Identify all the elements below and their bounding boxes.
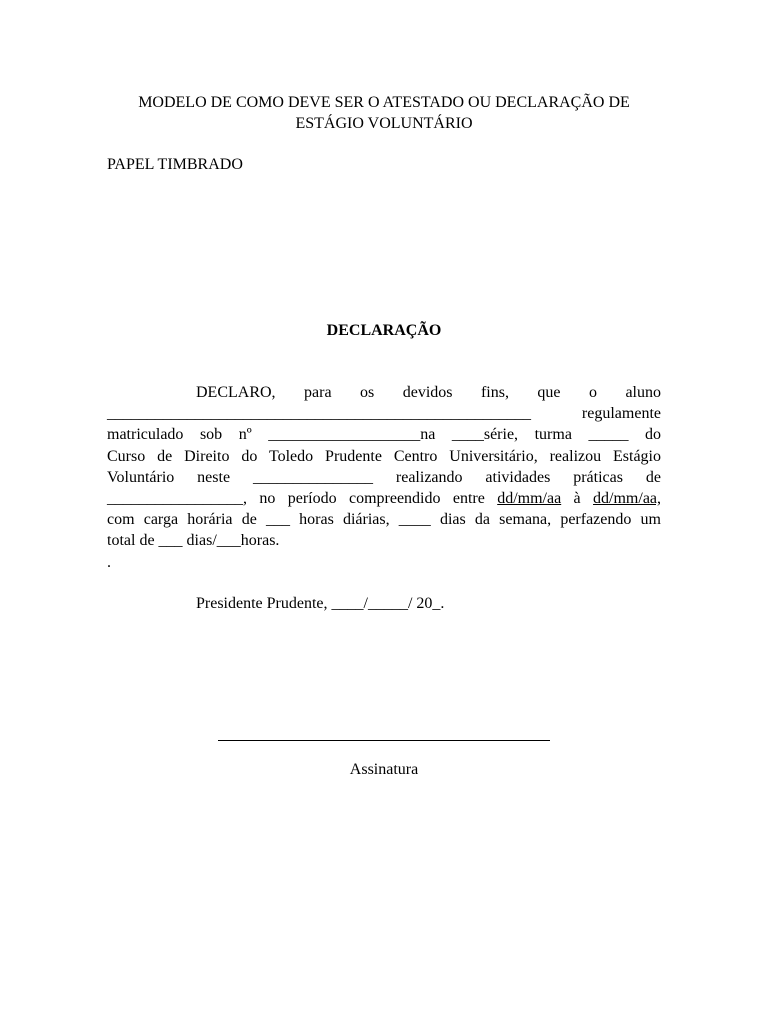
signature-label: Assinatura [349,761,419,778]
header-line-2: ESTÁGIO VOLUNTÁRIO [295,115,473,132]
stray-period: . [107,554,111,571]
declaration-body [107,382,661,552]
end-date: dd/mm/aa, [593,490,662,508]
body-line-5: Voluntário neste _______________ realizando atividades práticas de [107,468,661,486]
activities-blank: _________________, no período compreendido entre [107,490,498,508]
header-line-1: MODELO DE COMO DEVE SER O ATESTADO OU DECLARAÇÃO DE [138,94,630,111]
document-header [100,92,668,134]
body-line-2 [107,403,661,424]
declaration-title: DECLARAÇÃO [326,322,442,339]
start-date: dd/mm/aa [497,490,562,508]
student-name-blank: _____________________________________________________ [107,405,531,423]
body-word-regulamente: regulamente [581,405,661,423]
body-line-3: matriculado sob nº ___________________na ____série, turma _____ do [107,426,661,444]
signature-line [218,740,550,741]
place-and-date: Presidente Prudente, ____/_____/ 20_. [196,595,445,612]
letterhead-placeholder: PAPEL TIMBRADO [107,156,243,173]
body-line-7: com carga horária de ___ horas diárias, ____ dias da semana, perfazendo um [107,511,661,529]
body-line-8: total de ___ dias/___horas. [107,532,280,550]
body-line-6 [107,488,661,509]
body-line-1: DECLARO, para os devidos fins, que o aluno [196,384,661,401]
body-line-4: Curso de Direito do Toledo Prudente Centro Universitário, realizou Estágio [107,447,661,465]
date-separator: à [561,490,594,508]
